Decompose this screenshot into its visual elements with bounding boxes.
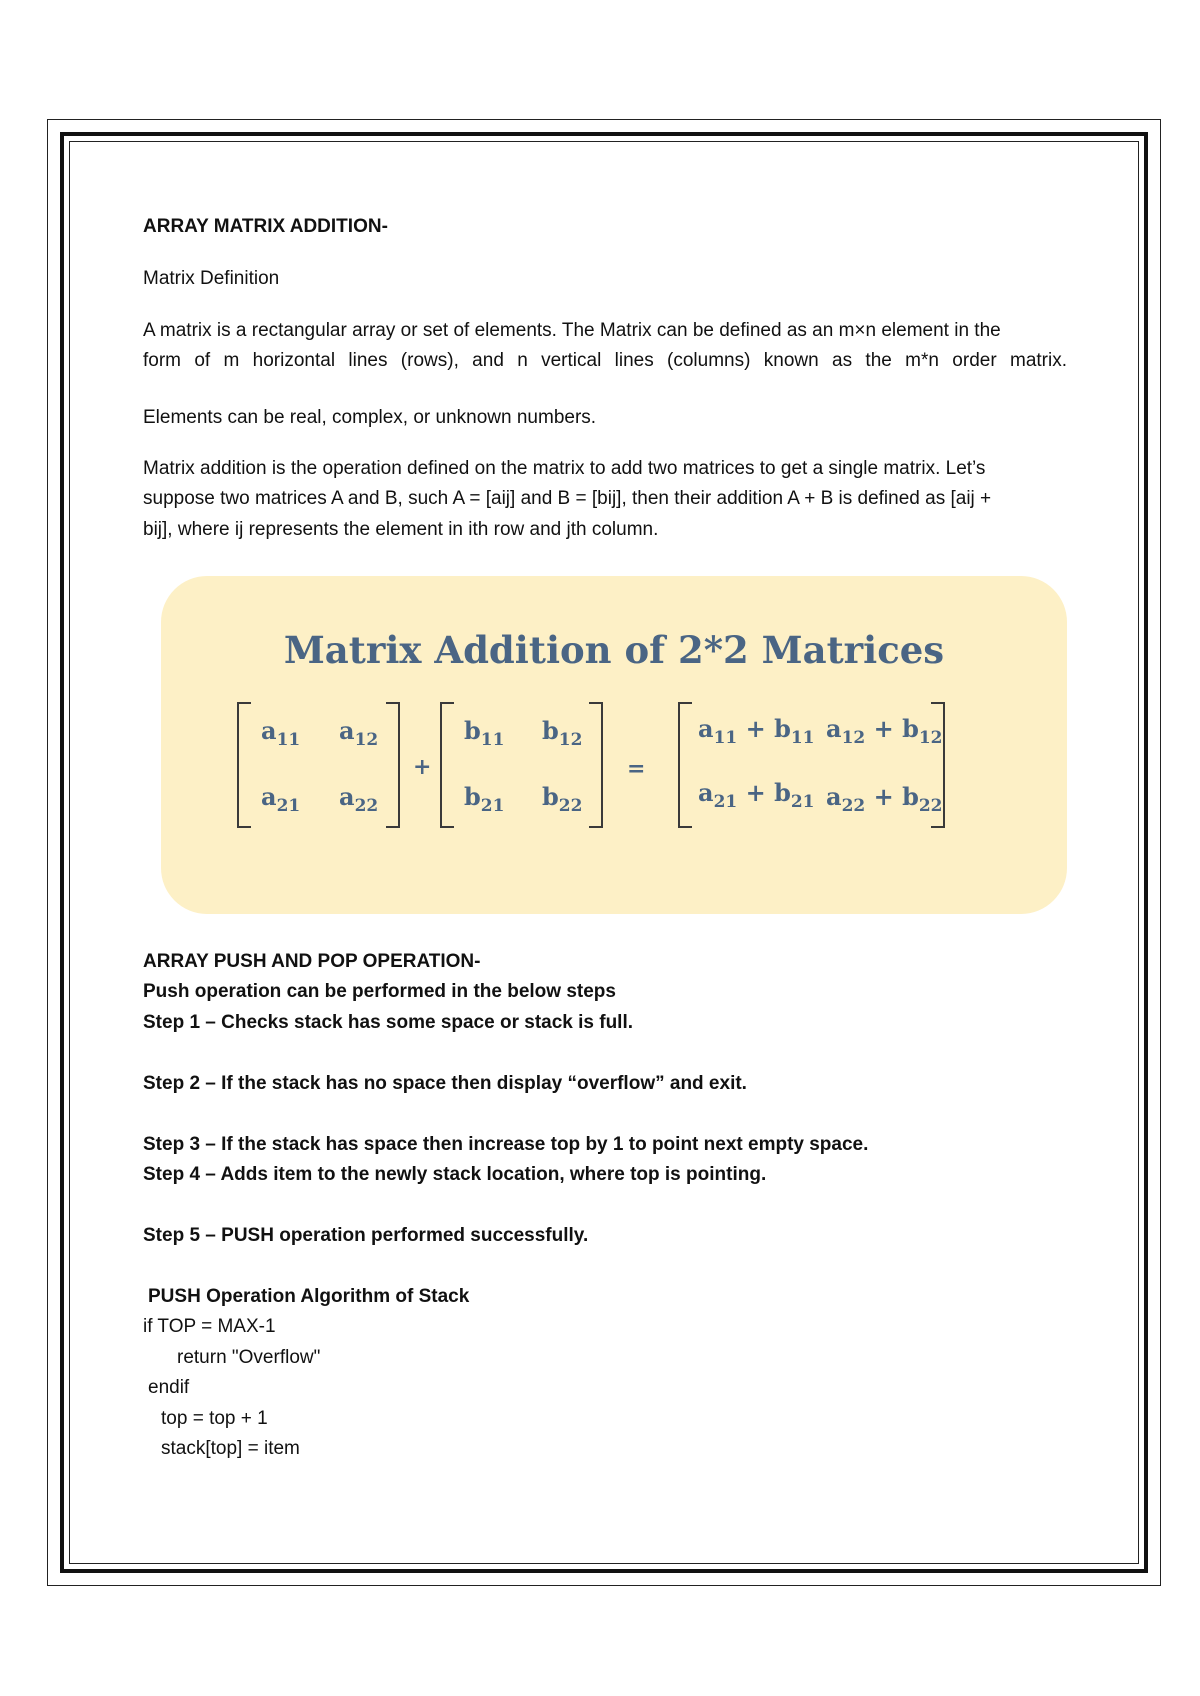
matrix-result <box>678 702 945 828</box>
push-intro: Push operation can be performed in the below steps <box>143 981 616 1002</box>
matrix-a-cell: $a_{12}$ <box>339 716 379 750</box>
step-3: Step 3 – If the stack has space then increase top by 1 to point next empty space. <box>143 1134 869 1155</box>
paragraph-elements: Elements can be real, complex, or unknown numbers. <box>143 407 597 428</box>
code-line: stack[top] = item <box>161 1438 300 1459</box>
code-line: return "Overflow" <box>177 1347 321 1368</box>
heading-matrix-addition: ARRAY MATRIX ADDITION- <box>143 216 388 237</box>
bracket-right <box>589 702 603 828</box>
matrix-b-cell: $b_{11}$ <box>464 716 505 750</box>
paragraph-addition-line2: suppose two matrices A and B, such A = [aij] and B = [bij], then their addition A + B is defined as [aij + <box>143 488 992 509</box>
matrix-a-cell: $a_{21}$ <box>261 782 301 816</box>
matrix-result-cell: $a_{22} + b_{22}$ <box>826 782 943 816</box>
step-1: Step 1 – Checks stack has some space or stack is full. <box>143 1012 634 1033</box>
step-4: Step 4 – Adds item to the newly stack location, where top is pointing. <box>143 1164 767 1185</box>
matrix-b-cell: $b_{22}$ <box>542 782 583 816</box>
step-2: Step 2 – If the stack has no space then display “overflow” and exit. <box>143 1073 747 1094</box>
bracket-right <box>386 702 400 828</box>
matrix-a-cell: $a_{11}$ <box>261 716 301 750</box>
code-line: endif <box>148 1377 190 1398</box>
heading-push-pop: ARRAY PUSH AND POP OPERATION- <box>143 951 481 972</box>
matrix-a-cell: $a_{22}$ <box>339 782 379 816</box>
paragraph-addition-line3: bij], where ij represents the element in ith row and jth column. <box>143 519 659 540</box>
matrix-addition-figure <box>161 576 1067 914</box>
matrix-a <box>237 702 400 828</box>
plus-sign: + <box>413 754 432 780</box>
algorithm-title: PUSH Operation Algorithm of Stack <box>148 1286 470 1307</box>
code-line: if TOP = MAX-1 <box>143 1316 276 1337</box>
figure-title: Matrix Addition of 2*2 Matrices <box>283 628 945 672</box>
paragraph-addition-line1: Matrix addition is the operation defined on the matrix to add two matrices to get a single matrix. Let’s <box>143 458 986 479</box>
matrix-result-cell: $a_{11} + b_{11}$ <box>698 714 815 748</box>
bracket-left <box>440 702 454 828</box>
matrix-b-cell: $b_{21}$ <box>464 782 505 816</box>
matrix-result-cell: $a_{21} + b_{21}$ <box>698 778 815 812</box>
paragraph-definition-line1: A matrix is a rectangular array or set of elements. The Matrix can be defined as an m×n element in the <box>143 320 1001 341</box>
matrix-result-cell: $a_{12} + b_{12}$ <box>826 714 943 748</box>
code-line: top = top + 1 <box>161 1408 268 1429</box>
paragraph-definition-line2: form of m horizontal lines (rows), and n vertical lines (columns) known as the m*n order matrix. <box>143 350 1067 371</box>
bracket-left <box>237 702 251 828</box>
equals-sign: = <box>627 756 646 782</box>
bracket-left <box>678 702 692 828</box>
matrix-b-cell: $b_{12}$ <box>542 716 583 750</box>
matrix-b <box>440 702 603 828</box>
step-5: Step 5 – PUSH operation performed successfully. <box>143 1225 589 1246</box>
subheading-matrix-definition: Matrix Definition <box>143 268 280 289</box>
